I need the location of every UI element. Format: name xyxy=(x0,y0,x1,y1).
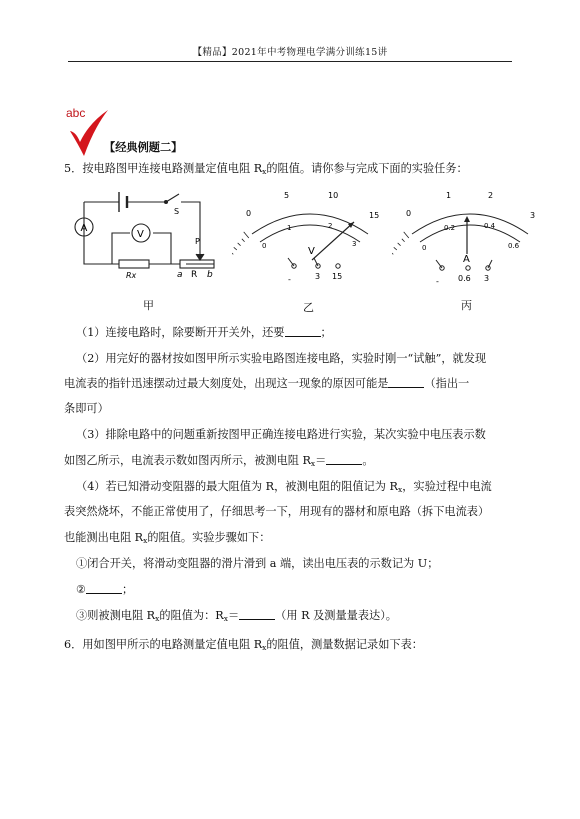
q5-step3 xyxy=(76,608,397,626)
q5-stem: 5．按电路图甲连接电路测量定值电阻 $R_x$的阻值。请你参与完成下面的实验任务： xyxy=(64,162,468,176)
dial-tick xyxy=(242,239,245,242)
q5-step2: ② ； xyxy=(76,583,134,596)
v-tick-outer-15: 15 xyxy=(369,211,380,220)
dial-tick xyxy=(392,252,393,254)
a-terminal-minus: - xyxy=(436,277,439,286)
dial-tick xyxy=(234,247,237,250)
answer-blank-1[interactable] xyxy=(285,326,321,337)
q5-stem-sub: x xyxy=(262,167,267,176)
page-header: 【精品】2021年中考物理电学满分训练15讲 xyxy=(192,47,388,58)
v-terminal-15: 15 xyxy=(332,272,343,281)
rheostat-label: R xyxy=(191,270,198,280)
q5-number: 5 xyxy=(64,162,72,175)
terminal-b-label: b xyxy=(207,270,213,280)
a-terminal-0-6: 0.6 xyxy=(458,274,471,283)
dial-tick xyxy=(402,239,405,242)
q5-part4-text-c2: 的阻值。实验步骤如下： xyxy=(147,531,271,544)
fig-label-yi: 乙 xyxy=(303,301,314,314)
q6-number: 6 xyxy=(64,638,72,651)
ammeter-dial-letter: A xyxy=(463,254,470,265)
q5-part4-sub-c: x xyxy=(143,536,148,545)
q5-part1: （1）连接电路时，除要断开开关外，还要 ； xyxy=(76,326,332,339)
a-terminal-3: 3 xyxy=(484,274,490,283)
q6-stem: 6．用如图甲所示的电路测量定值电阻 $R_x$的阻值，测量数据记录如下表： xyxy=(64,638,423,652)
a-tick-inner-0-6: 0.6 xyxy=(508,242,520,250)
v-tick-inner-2: 2 xyxy=(328,222,333,230)
q5-part4-sub-a: x xyxy=(397,485,403,494)
v-tick-inner-3: 3 xyxy=(352,240,357,248)
ammeter-symbol: A xyxy=(80,223,88,234)
q6-stem-a: 用如图甲所示的电路测量定值电阻 R xyxy=(82,638,263,651)
q5-stem-a: 按电路图甲连接电路测量定值电阻 R xyxy=(82,162,263,175)
dial-tick xyxy=(238,243,241,246)
q5-step3-d: （用 R 及测量量表达）。 xyxy=(275,609,397,622)
dial-tick xyxy=(398,243,401,246)
q5-part2-line3: 条即可） xyxy=(64,402,109,415)
q5-stem-b: 的阻值。请你参与完成下面的实验任务： xyxy=(266,162,468,175)
answer-blank-2[interactable] xyxy=(388,377,424,388)
voltmeter-symbol: V xyxy=(137,229,144,240)
q5-part3-line2: 如图乙所示，电流表示数如图丙所示，被测电阻 $R_x=$ 。 xyxy=(64,454,374,468)
a-tick-inner-0-4: 0.4 xyxy=(484,222,496,230)
slider-label: P xyxy=(195,237,200,246)
q5-step2-num: ② xyxy=(76,583,87,596)
answer-blank-4[interactable] xyxy=(86,583,122,594)
q5-part4-line3 xyxy=(64,530,270,548)
circuit-diagram-jia xyxy=(74,184,224,284)
q6-stem-b: 的阻值，测量数据记录如下表： xyxy=(266,638,423,651)
v-tick-outer-0: 0 xyxy=(246,209,252,218)
a-tick-outer-2: 2 xyxy=(488,191,494,200)
q5-part3-sub: x xyxy=(310,459,316,468)
q5-step3-sub2: x xyxy=(223,614,228,623)
answer-blank-3[interactable] xyxy=(326,454,362,465)
v-tick-inner-1: 1 xyxy=(287,224,292,232)
section-title: 【经典例题二】 xyxy=(104,140,183,154)
a-tick-inner-0-2: 0.2 xyxy=(444,224,456,232)
v-tick-outer-5: 5 xyxy=(284,191,290,200)
voltmeter-dial-letter: V xyxy=(308,246,315,257)
v-tick-outer-10: 10 xyxy=(328,191,339,200)
v-terminal-3: 3 xyxy=(315,272,321,281)
v-tick-inner-0: 0 xyxy=(262,242,267,250)
q5-part3-line1: （3）排除电路中的问题重新按图甲正确连接电路进行实验，某次实验中电压表示数 xyxy=(76,428,486,441)
dial-tick xyxy=(394,247,397,250)
q5-part1-text: （1）连接电路时，除要断开开关外，还要 xyxy=(76,326,285,339)
q5-step1: ①闭合开关，将滑动变阻器的滑片滑到 a 端，读出电压表的示数记为 U； xyxy=(76,557,439,570)
q5-part2-text: 电流表的指针迅速摆动过最大刻度处，出现这一现象的原因可能是 xyxy=(64,377,389,390)
v-terminal-minus: - xyxy=(288,275,291,284)
rx-label: Rx xyxy=(126,271,137,280)
q5-part4-text-a: （4）若已知滑动变阻器的最大阻值为 R，被测电阻的阻值记为 R xyxy=(76,480,398,493)
logo-text: abc xyxy=(66,106,86,120)
q6-stem-sub: x xyxy=(262,643,267,652)
header-divider xyxy=(68,61,512,62)
q5-step3-sub1: x xyxy=(155,614,160,623)
q5-part4-line1 xyxy=(76,479,492,497)
a-tick-outer-3: 3 xyxy=(530,211,536,220)
voltmeter-needle xyxy=(312,222,357,260)
answer-blank-5[interactable] xyxy=(239,609,275,620)
q5-part2-line2 xyxy=(64,376,469,391)
switch-label: S xyxy=(174,207,180,216)
q5-part3-text: 如图乙所示，电流表示数如图丙所示，被测电阻 R xyxy=(64,454,311,467)
q5-step3-b: 的阻值为：R xyxy=(159,609,224,622)
dial-tick xyxy=(244,232,249,238)
dial-tick xyxy=(404,232,409,238)
fig-label-jia: 甲 xyxy=(143,299,154,312)
q5-part4-line2: 表突然烧坏，不能正常使用了，仔细思考一下，用现有的器材和原电路（拆下电流表） xyxy=(64,505,490,518)
q5-step3-eq: ＝ xyxy=(227,609,240,622)
ammeter-dial-bing xyxy=(392,182,548,292)
fig-label-bing: 丙 xyxy=(461,299,472,312)
q5-step3-a: ③则被测电阻 R xyxy=(76,609,156,622)
q5-part3-eq: ＝ xyxy=(315,454,327,467)
a-tick-outer-0: 0 xyxy=(406,209,412,218)
dial-tick xyxy=(232,252,233,254)
a-tick-inner-0: 0 xyxy=(422,244,427,252)
q5-part2-note: （指出一 xyxy=(424,377,470,390)
terminal-a-label: a xyxy=(177,270,183,280)
a-tick-outer-1: 1 xyxy=(446,191,452,200)
voltmeter-dial-yi xyxy=(232,182,388,292)
q5-part2-line1: （2）用完好的器材按如图甲所示实验电路图连接电路，实验时刚一“试触”，就发现 xyxy=(76,352,487,365)
q5-part4-text-a2: ，实验过程中电流 xyxy=(402,480,492,493)
q5-part4-text-c: 也能测出电阻 R xyxy=(64,531,144,544)
